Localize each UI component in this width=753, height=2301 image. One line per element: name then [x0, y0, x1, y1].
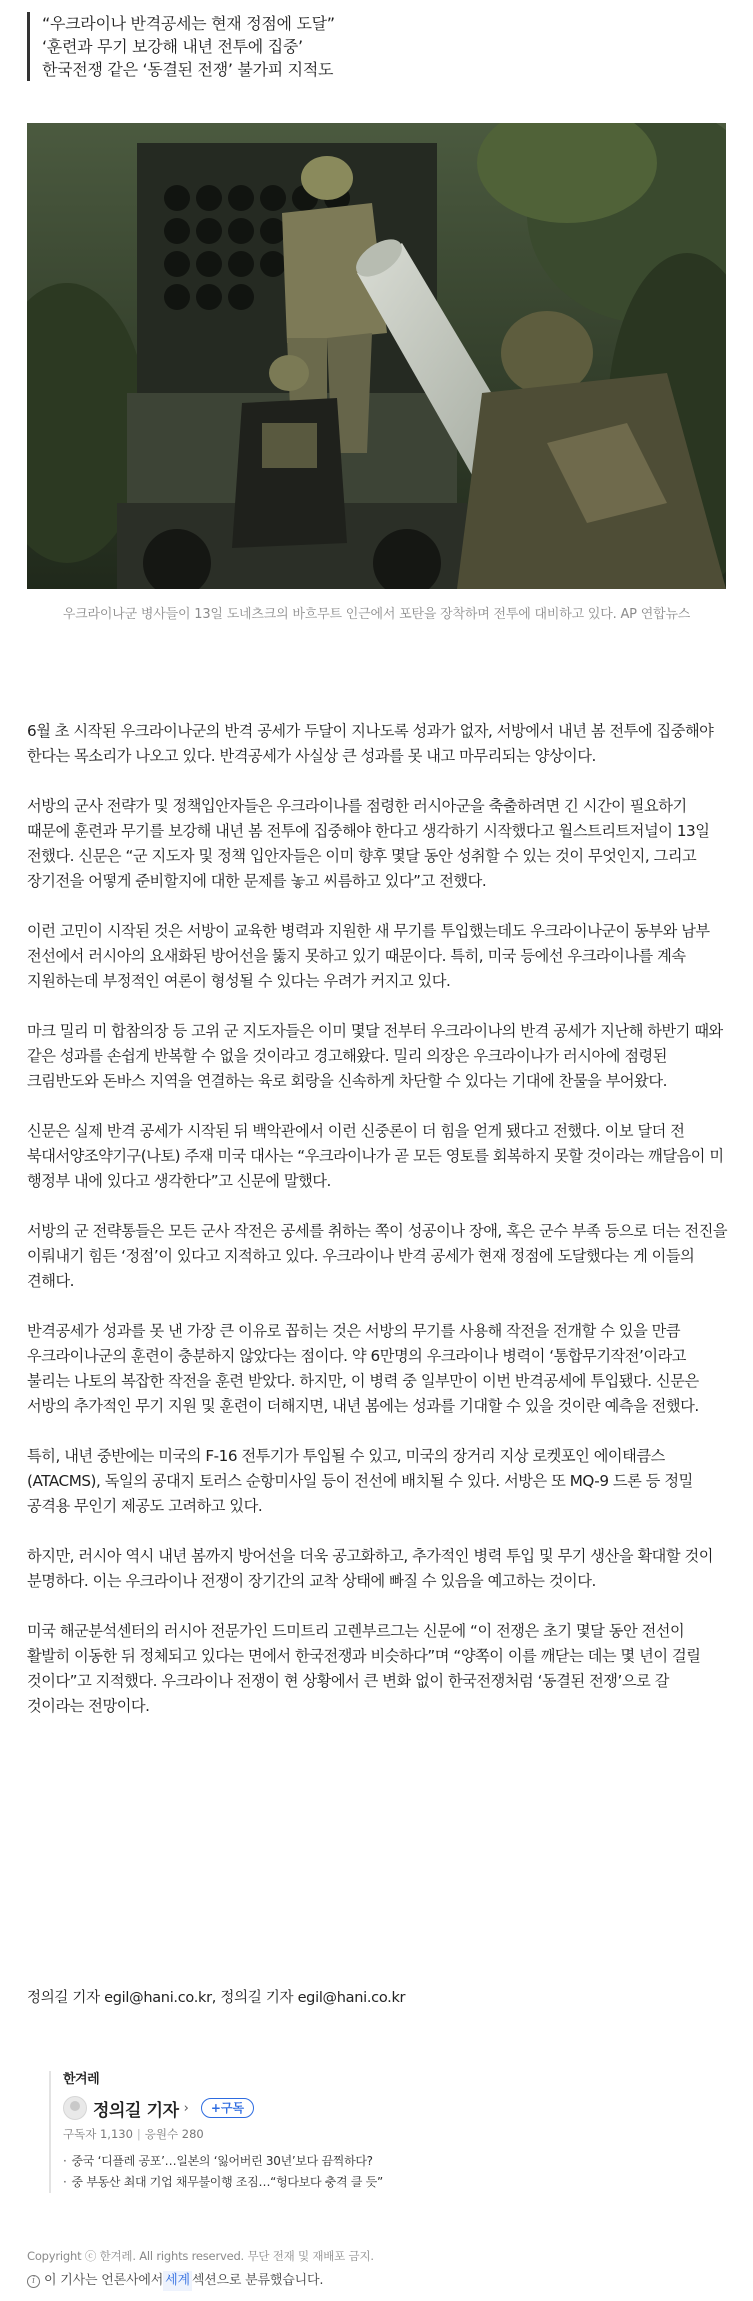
reporter-article-link[interactable]: · 중국 ‘디플레 공포’…일본의 ‘잃어버린 30년’보다 끔찍하다? — [63, 2151, 469, 2172]
subtitle-line: 한국전쟁 같은 ‘동결된 전쟁’ 불가피 지적도 — [42, 60, 334, 79]
classify-suffix: 섹션으로 분류했습니다. — [191, 2273, 324, 2288]
article-paragraph: 반격공세가 성과를 못 낸 가장 큰 이유로 꼽히는 것은 서방의 무기를 사용해 작전을 전개할 수 있을 만큼 우크라이나군의 훈련이 충분하지 않았다는 점이다. 약 6만명의 우크라이나 병력이 ‘통합무기작전’이라고 불리는 나토의 복잡한 작전을 훈련 받았다. 하지만, 이 병력 중 일부만이 이번 반격공세에 투입됐다. 신문은 서방의 추가적인 무기 지원 및 훈련이 더해지면, 내년 봄에는 성과를 기대할 수 있을 것이란 예측을 전했다. — [27, 1322, 699, 1415]
article-byline: 정의길 기자 egil@hani.co.kr, 정의길 기자 egil@hani.co.kr — [27, 1990, 406, 2006]
article-paragraph: 서방의 군사 전략가 및 정책입안자들은 우크라이나를 점령한 러시아군을 축출하려면 긴 시간이 필요하기 때문에 훈련과 무기를 보강해 내년 봄 전투에 집중해야 한다고 생각하기 시작했다고 월스트리트저널이 13일 전했다. 신문은 “군 지도자 및 정책 입안자들은 이미 향후 몇달 동안 성취할 수 있는 것이 무엇인지, 그리고 장기전을 어떻게 준비할지에 대한 문제를 놓고 씨름하고 있다”고 전했다. — [27, 797, 710, 890]
reporter-card — [49, 2071, 469, 2193]
reporter-avatar[interactable] — [63, 2096, 87, 2120]
subtitle-line: “우크라이나 반격공세는 현재 정점에 도달” — [42, 14, 335, 33]
article-photo[interactable] — [27, 123, 726, 589]
article-paragraph: 특히, 내년 중반에는 미국의 F-16 전투기가 투입될 수 있고, 미국의 장거리 지상 로켓포인 에이태큼스(ATACMS), 독일의 공대지 토러스 순항미사일 등이 전선에 배치될 수 있다. 서방은 또 MQ-9 드론 등 정밀 공격용 무인기 제공도 고려하고 있다. — [27, 1447, 693, 1515]
press-logo[interactable]: 한겨레 — [63, 2072, 100, 2087]
copyright-notice: Copyright ⓒ 한겨레. All rights reserved. 무단 전재 및 재배포 금지. — [27, 2249, 374, 2263]
article-paragraph: 하지만, 러시아 역시 내년 봄까지 방어선을 더욱 공고화하고, 추가적인 병력 투입 및 무기 생산을 확대할 것이 분명하다. 이는 우크라이나 전쟁이 장기간의 교착 상태에 빠질 수 있음을 예고하는 것이다. — [27, 1547, 713, 1590]
article-paragraph: 이런 고민이 시작된 것은 서방이 교육한 병력과 지원한 새 무기를 투입했는데도 우크라이나군이 동부와 남부 전선에서 러시아의 요새화된 방어선을 뚫지 못하고 있기 때문이다. 특히, 미국 등에선 우크라이나를 계속 지원하는데 부정적인 여론이 형성될 수 있다는 우려가 커지고 있다. — [27, 922, 710, 990]
reporter-stats — [63, 2125, 469, 2143]
section-link-world[interactable]: 세계 — [163, 2271, 192, 2291]
subscribe-button[interactable]: +구독 — [201, 2098, 254, 2118]
photo-caption: 우크라이나군 병사들이 13일 도네츠크의 바흐무트 인근에서 포탄을 장착하며 전투에 대비하고 있다. AP 연합뉴스 — [62, 607, 691, 622]
article-paragraph: 신문은 실제 반격 공세가 시작된 뒤 백악관에서 이런 신중론이 더 힘을 얻게 됐다고 전했다. 이보 달더 전 북대서양조약기구(나토) 주재 미국 대사는 “우크라이나가 곧 모든 영토를 회복하지 못할 것이라는 깨달음이 미 행정부 내에 있다고 생각한다”고 신문에 말했다. — [27, 1122, 724, 1190]
classify-prefix: 이 기사는 언론사에서 — [44, 2273, 164, 2288]
subtitle-line: ‘훈련과 무기 보강해 내년 전투에 집중’ — [42, 37, 303, 56]
article-body — [27, 719, 730, 1719]
article-paragraph: 마크 밀리 미 합참의장 등 고위 군 지도자들은 이미 몇달 전부터 우크라이나의 반격 공세가 지난해 하반기 때와 같은 성과를 손쉽게 반복할 수 없을 것이라고 경고해왔다. 밀리 의장은 우크라이나가 러시아에 점령된 크림반도와 돈바스 지역을 연결하는 육로 회랑을 신속하게 차단할 수 있다는 기대에 찬물을 부어왔다. — [27, 1022, 723, 1090]
article-paragraph: 서방의 군 전략통들은 모든 군사 작전은 공세를 취하는 쪽이 성공이나 장애, 혹은 군수 부족 등으로 더는 전진을 이뤄내기 힘든 ‘정점’이 있다고 지적하고 있다. 우크라이나 반격 공세가 현재 정점에 도달했다는 게 이들의 견해다. — [27, 1222, 728, 1290]
reporter-name[interactable]: 정의길 기자 — [93, 2100, 179, 2121]
subscriber-count: 구독자 1,130 — [63, 2127, 133, 2141]
stats-divider: | — [136, 2127, 141, 2141]
article-paragraph: 6월 초 시작된 우크라이나군의 반격 공세가 두달이 지나도록 성과가 없자, 서방에서 내년 봄 전투에 집중해야 한다는 목소리가 나오고 있다. 반격공세가 사실상 큰 성과를 못 내고 마무리되는 양상이다. — [27, 722, 714, 765]
article-subtitle — [27, 12, 427, 81]
info-icon: i — [27, 2275, 40, 2288]
chevron-right-icon[interactable]: › — [183, 2100, 189, 2116]
reporter-article-link[interactable]: · 중 부동산 최대 기업 채무불이행 조짐…“헝다보다 충격 클 듯” — [63, 2172, 469, 2193]
reporter-article-list — [63, 2151, 469, 2193]
section-classification — [27, 2271, 323, 2291]
article-paragraph: 미국 해군분석센터의 러시아 전문가인 드미트리 고렌부르그는 신문에 “이 전쟁은 초기 몇달 동안 전선이 활발히 이동한 뒤 정체되고 있다는 면에서 한국전쟁과 비슷하다”며 “양쪽이 이를 깨닫는 데는 몇 년이 걸릴 것이다”고 지적했다. 우크라이나 전쟁이 현 상황에서 큰 변화 없이 한국전쟁처럼 ‘동결된 전쟁’으로 갈 것이라는 전망이다. — [27, 1622, 701, 1715]
reporter-header — [63, 2095, 469, 2121]
cheer-count: 응원수 280 — [144, 2127, 204, 2141]
